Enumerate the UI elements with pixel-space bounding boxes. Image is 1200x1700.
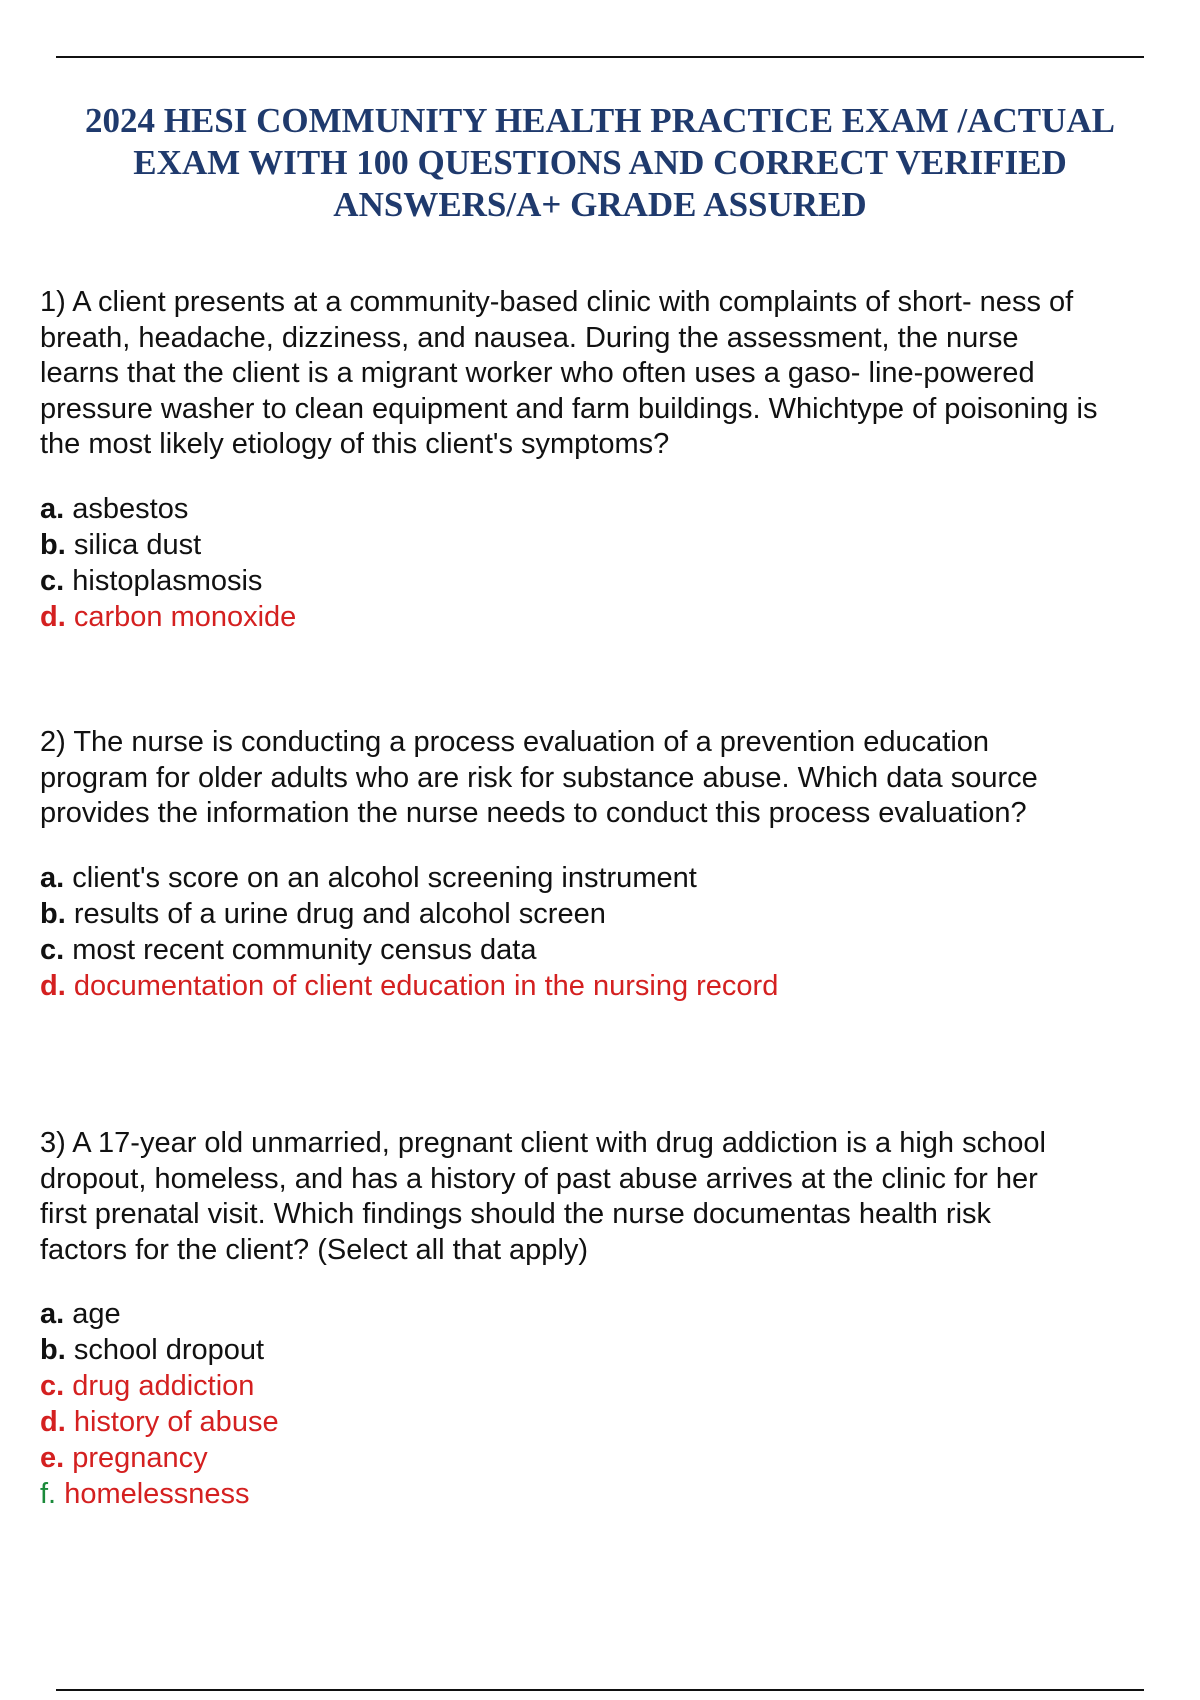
- option-c: [40, 932, 1190, 968]
- option-letter: a.: [40, 861, 65, 894]
- document-title: [40, 100, 1160, 226]
- option-text: pregnancy: [72, 1442, 208, 1474]
- title-line: ANSWERS/A+ GRADE ASSURED: [333, 185, 867, 224]
- question-line: breath, headache, dizziness, and nausea. During the assessment, the nurse: [40, 321, 1019, 354]
- option-c: [40, 563, 1190, 599]
- option-letter: c.: [40, 1370, 65, 1402]
- option-a: [40, 860, 1190, 896]
- option-a: [40, 1296, 1190, 1332]
- option-text: history of abuse: [73, 1406, 279, 1438]
- option-text: school dropout: [73, 1334, 265, 1366]
- question-3: [40, 1126, 1190, 1512]
- option-letter: b.: [40, 1334, 66, 1366]
- option-text: age: [72, 1298, 121, 1330]
- option-text: results of a urine drug and alcohol screen: [73, 897, 606, 930]
- option-text: silica dust: [73, 528, 202, 561]
- question-line: first prenatal visit. Which findings should the nurse documentas health risk: [40, 1198, 992, 1230]
- option-a: [40, 491, 1190, 527]
- title-line: EXAM WITH 100 QUESTIONS AND CORRECT VERIFIED: [133, 143, 1067, 182]
- option-letter: f.: [40, 1478, 57, 1510]
- option-f-correct: [40, 1476, 1190, 1512]
- question-line: provides the information the nurse needs to conduct this process evaluation?: [40, 797, 1027, 829]
- option-letter: a.: [40, 492, 65, 525]
- question-line: learns that the client is a migrant worker who often uses a gaso- line-powered: [40, 357, 1035, 389]
- option-text: most recent community census data: [72, 933, 537, 966]
- question-text: [40, 285, 1190, 463]
- question-line: 1) A client presents at a community-based clinic with complaints of short- ness of: [40, 286, 1074, 318]
- top-rule: [56, 56, 1144, 58]
- option-text: documentation of client education in the nursing record: [73, 969, 779, 1002]
- option-letter: d.: [40, 600, 66, 633]
- question-1: [40, 285, 1190, 635]
- question-line: factors for the client? (Select all that apply): [40, 1233, 589, 1266]
- answer-options: [40, 491, 1190, 635]
- option-text: homelessness: [64, 1478, 250, 1510]
- option-b: [40, 1332, 1190, 1368]
- answer-options: [40, 1296, 1190, 1512]
- question-line: dropout, homeless, and has a history of past abuse arrives at the clinic for her: [40, 1162, 1038, 1195]
- option-c-correct: [40, 1368, 1190, 1404]
- question-line: the most likely etiology of this client's symptoms?: [40, 428, 670, 460]
- option-letter: a.: [40, 1298, 65, 1330]
- option-letter: d.: [40, 1406, 66, 1438]
- option-b: [40, 896, 1190, 932]
- option-text: histoplasmosis: [72, 564, 263, 597]
- option-letter: b.: [40, 528, 66, 561]
- question-text: [40, 1126, 1190, 1268]
- question-text: [40, 725, 1190, 832]
- option-letter: b.: [40, 897, 66, 930]
- option-b: [40, 527, 1190, 563]
- option-e-correct: [40, 1440, 1190, 1476]
- option-d-correct: [40, 599, 1190, 635]
- question-line: 3) A 17-year old unmarried, pregnant client with drug addiction is a high school: [40, 1127, 1046, 1159]
- option-d-correct: [40, 1404, 1190, 1440]
- question-2: [40, 725, 1190, 1004]
- option-letter: c.: [40, 564, 65, 597]
- question-line: 2) The nurse is conducting a process evaluation of a prevention education: [40, 726, 990, 758]
- question-line: pressure washer to clean equipment and farm buildings. Whichtype of poisoning is: [40, 392, 1098, 425]
- title-line: 2024 HESI COMMUNITY HEALTH PRACTICE EXAM /ACTUAL: [84, 101, 1115, 140]
- bottom-rule: [56, 1689, 1144, 1691]
- answer-options: [40, 860, 1190, 1004]
- option-text: asbestos: [72, 492, 189, 525]
- option-text: client's score on an alcohol screening instrument: [72, 861, 697, 894]
- question-line: program for older adults who are risk for substance abuse. Which data source: [40, 761, 1038, 794]
- option-letter: d.: [40, 969, 66, 1002]
- option-text: carbon monoxide: [73, 600, 297, 633]
- option-letter: c.: [40, 933, 65, 966]
- option-text: drug addiction: [72, 1370, 255, 1402]
- option-d-correct: [40, 968, 1190, 1004]
- option-letter: e.: [40, 1442, 65, 1474]
